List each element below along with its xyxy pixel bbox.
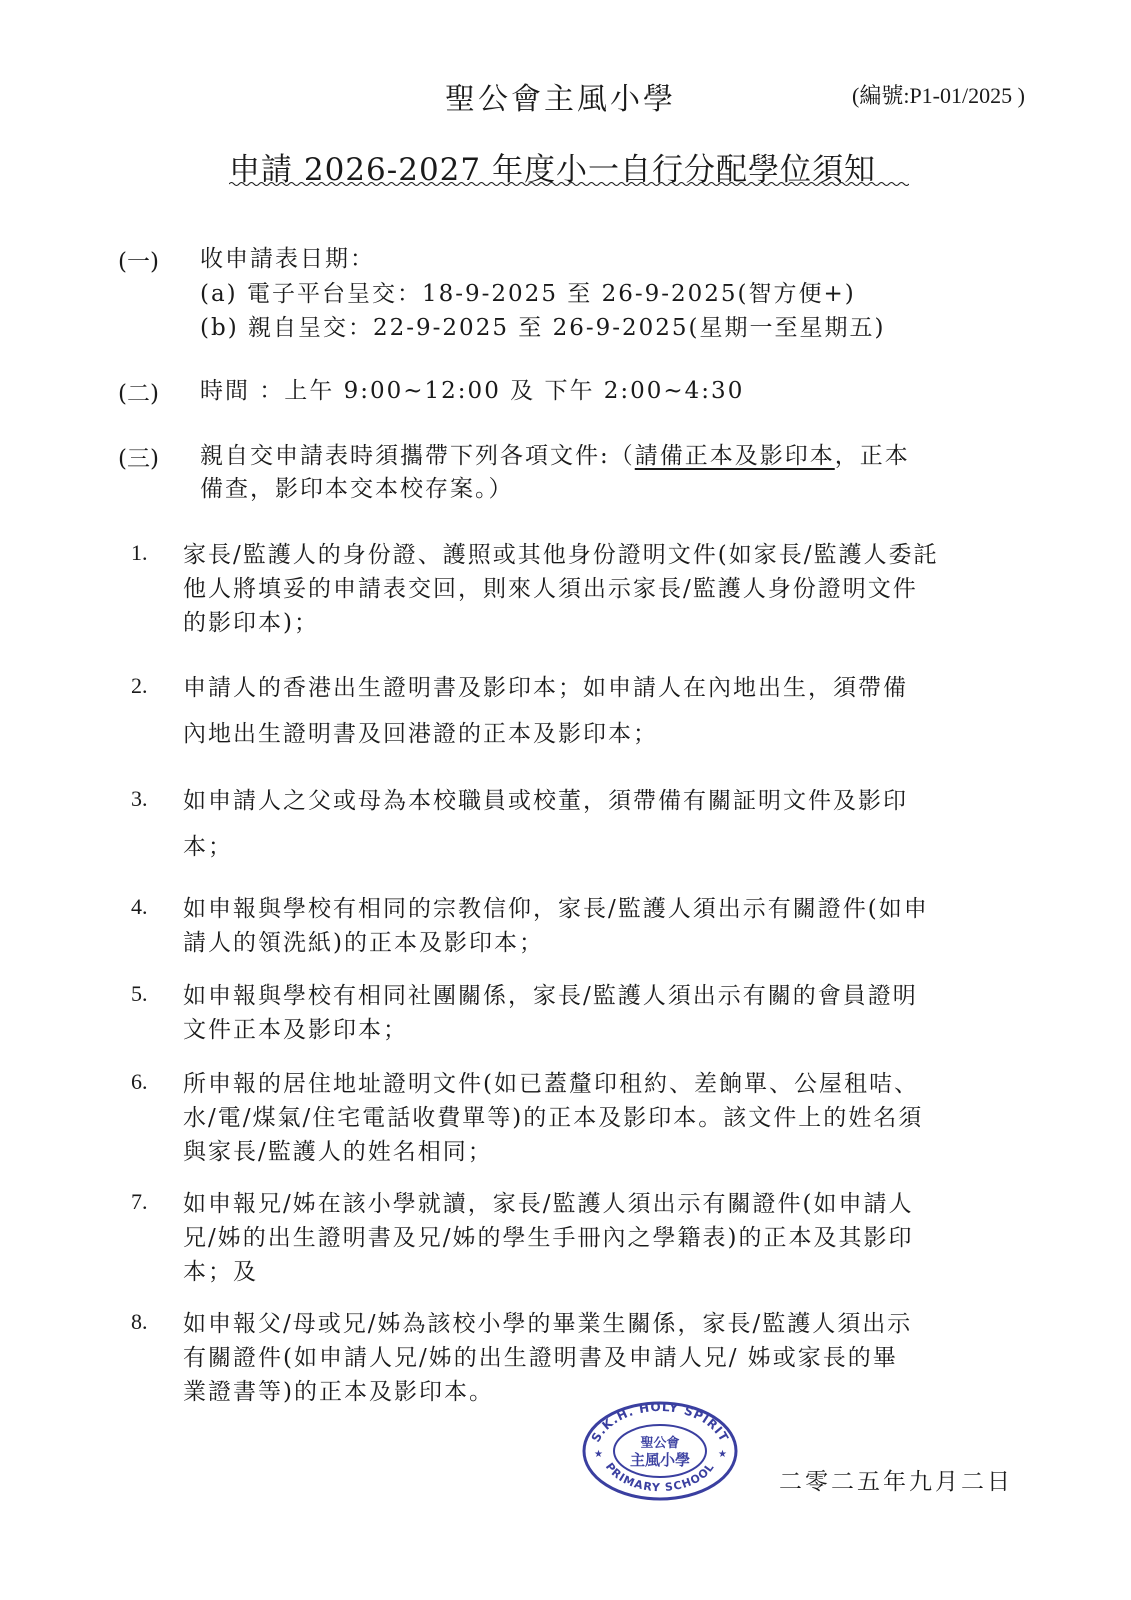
section-sub-item: (b) 親自呈交：22-9-2025 至 26-9-2025(星期一至星期五) xyxy=(200,315,886,341)
item-number: 8. xyxy=(131,1309,148,1334)
item-line: 申請人的香港出生證明書及影印本；如申請人在內地出生，須帶備 xyxy=(183,675,908,701)
item-line: 如申報兄/姊在該小學就讀，家長/監護人須出示有關證件(如申請人 xyxy=(183,1191,914,1217)
item-number: 4. xyxy=(131,894,148,919)
item-line: 家長/監護人的身份證、護照或其他身份證明文件(如家長/監護人委託 xyxy=(183,542,939,568)
item-line: 兄/姊的出生證明書及兄/姊的學生手冊內之學籍表)的正本及其影印 xyxy=(183,1225,914,1251)
section-heading: 時間 ：上午 9:00~12:00 及 下午 2:00~4:30 xyxy=(200,378,745,404)
item-line: 他人將填妥的申請表交回，則來人須出示家長/監護人身份證明文件 xyxy=(183,576,918,602)
item-line: 如申報與學校有相同的宗教信仰，家長/監護人須出示有關證件(如申 xyxy=(183,896,929,922)
item-line: 業證書等)的正本及影印本。 xyxy=(183,1379,494,1405)
seal-top-text: S.K.H. HOLY SPIRIT xyxy=(588,1399,732,1445)
section-heading: 收申請表日期： xyxy=(200,246,375,272)
seal-bottom-text: PRIMARY SCHOOL xyxy=(602,1460,718,1495)
school-seal-stamp xyxy=(580,1397,740,1502)
item-line: 內地出生證明書及回港證的正本及影印本； xyxy=(183,721,658,747)
item-number: 6. xyxy=(131,1069,148,1094)
item-line: 文件正本及影印本； xyxy=(183,1017,408,1043)
seal-center-line1: 聖公會 xyxy=(640,1436,680,1451)
item-line: 如申報父/母或兄/姊為該校小學的畢業生關係，家長/監護人須出示 xyxy=(183,1311,913,1337)
section-heading xyxy=(200,437,910,470)
section-sub-item: (a) 電子平台呈交：18-9-2025 至 26-9-2025(智方便+) xyxy=(200,281,856,307)
item-number: 5. xyxy=(131,981,148,1006)
item-line: 與家長/監護人的姓名相同； xyxy=(183,1139,493,1165)
section-number: (三) xyxy=(118,446,159,472)
document-title: 申請 2026-2027 年度小一自行分配學位須知 xyxy=(229,152,876,188)
heading-text: ，正本 xyxy=(834,443,910,469)
issue-date: 二零二五年九月二日 xyxy=(779,1469,1013,1495)
item-line: 如申請人之父或母為本校職員或校董，須帶備有關証明文件及影印 xyxy=(183,788,908,814)
item-line: 有關證件(如申請人兄/姊的出生證明書及申請人兄/ 姊或家長的畢 xyxy=(183,1345,898,1371)
item-line: 的影印本)； xyxy=(183,610,319,636)
section-heading-continued: 備查，影印本交本校存案。） xyxy=(200,476,514,502)
section-number: (一) xyxy=(118,249,159,275)
title-wavy-underline xyxy=(229,181,909,187)
item-number: 3. xyxy=(131,786,148,811)
heading-text: 親自交申請表時須攜帶下列各項文件:（ xyxy=(200,443,635,469)
item-line: 如申報與學校有相同社團關係，家長/監護人須出示有關的會員證明 xyxy=(183,983,918,1009)
item-number: 1. xyxy=(131,540,148,565)
seal-center-line2: 主風小學 xyxy=(629,1451,691,1469)
seal-star-right-icon: ★ xyxy=(718,1449,727,1460)
item-line: 本；及 xyxy=(183,1259,258,1285)
item-number: 2. xyxy=(131,673,148,698)
seal-star-left-icon: ★ xyxy=(594,1449,603,1460)
section-number: (二) xyxy=(118,381,159,407)
item-line: 本； xyxy=(183,834,233,860)
reference-number: (編號:P1-01/2025 ) xyxy=(852,83,1025,108)
item-line: 水/電/煤氣/住宅電話收費單等)的正本及影印本。該文件上的姓名須 xyxy=(183,1105,924,1131)
item-line: 請人的領洗紙)的正本及影印本； xyxy=(183,930,544,956)
underlined-note: 請備正本及影印本 xyxy=(634,443,835,469)
school-name: 聖公會主風小學 xyxy=(445,82,676,117)
item-line: 所申報的居住地址證明文件(如已蓋釐印租約、差餉單、公屋租咭、 xyxy=(183,1071,919,1097)
item-number: 7. xyxy=(131,1189,148,1214)
